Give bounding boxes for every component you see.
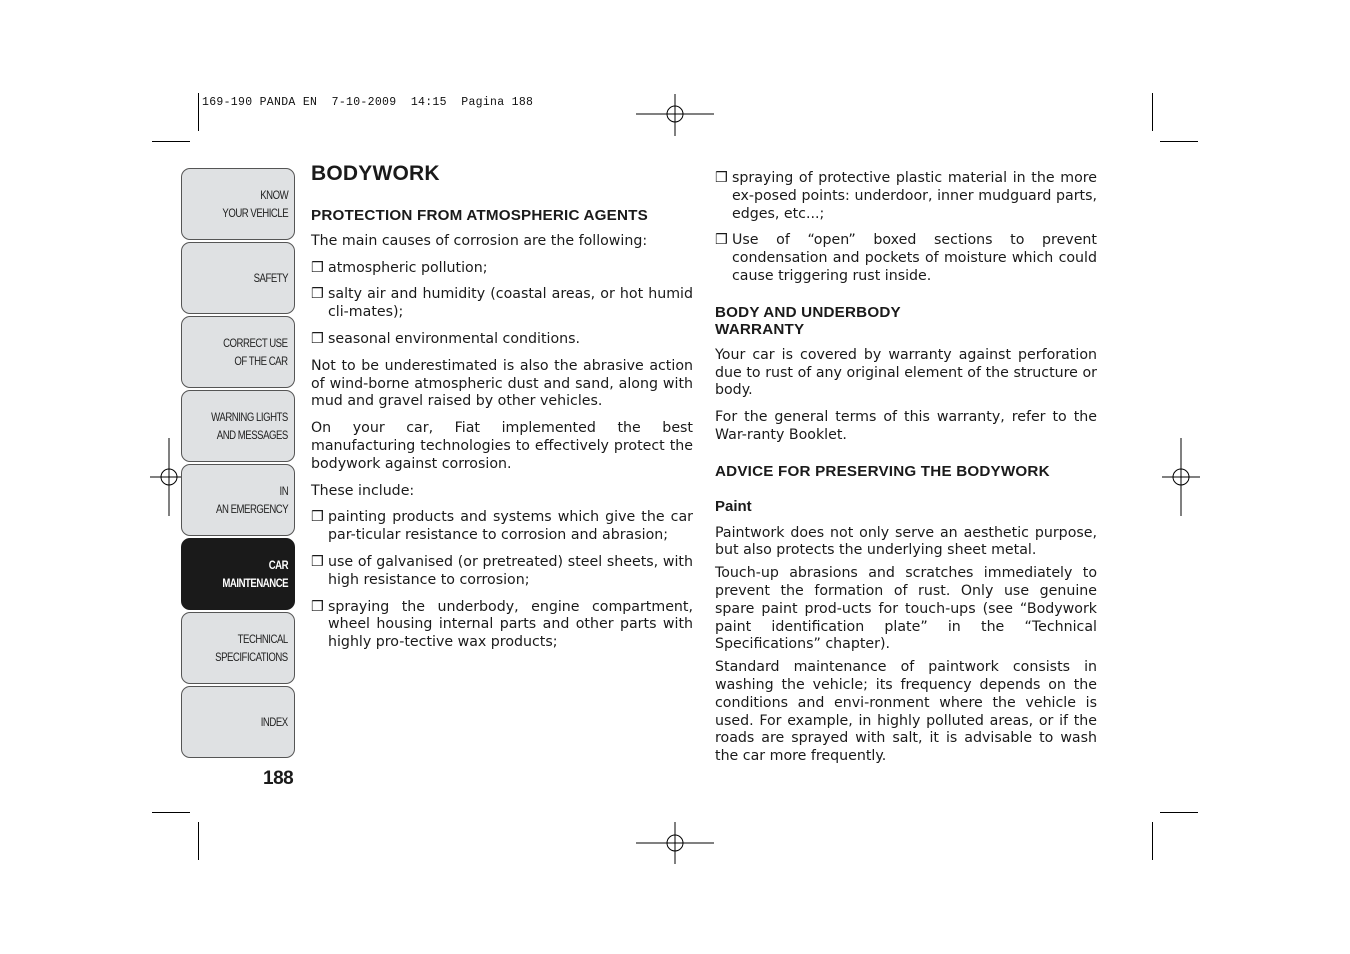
section-heading: PROTECTION FROM ATMOSPHERIC AGENTS [311, 206, 648, 224]
registration-mark [636, 94, 714, 136]
tab-car-maintenance[interactable]: CAR MAINTENANCE [181, 538, 295, 610]
list-item: ❒ salty air and humidity (coastal areas, or hot humid cli-mates); [311, 286, 693, 321]
registration-mark [636, 822, 714, 864]
crop-mark [1152, 93, 1153, 131]
tab-correct-use[interactable]: CORRECT USE OF THE CAR [181, 316, 295, 388]
list-item: ❒ seasonal environmental conditions. [311, 330, 581, 347]
page-title: BODYWORK [311, 162, 440, 185]
tab-know-your-vehicle[interactable]: KNOW YOUR VEHICLE [181, 168, 295, 240]
checkbox-bullet-icon: ❒ [311, 330, 324, 347]
paragraph: These include: [311, 482, 415, 499]
paragraph: Standard maintenance of paintwork consists in washing the vehicle; its frequency depends on the conditions and envi-ronment where the vehicle is used. For example, in highly polluted areas, or if the roads are sprayed with salt, it is advisable to wash the car more frequently. [715, 659, 1097, 765]
registration-mark [1162, 438, 1200, 516]
print-slug: 169-190 PANDA EN 7-10-2009 14:15 Pagina 188 [202, 96, 534, 109]
subsection-heading: Paint [715, 497, 752, 515]
tab-emergency[interactable]: IN AN EMERGENCY [181, 464, 295, 536]
paragraph: Not to be underestimated is also the abrasive action of wind-borne atmospheric dust and sand, along with mud and gravel raised by other vehicles. [311, 357, 693, 410]
crop-mark [1160, 141, 1198, 142]
tab-safety[interactable]: SAFETY [181, 242, 295, 314]
right-column [715, 170, 1097, 775]
checkbox-bullet-icon: ❒ [715, 170, 728, 186]
list-item: ❒ use of galvanised (or pretreated) steel sheets, with high resistance to corrosion; [311, 553, 693, 588]
list-item: ❒ spraying the underbody, engine compartment, wheel housing internal parts and other parts with highly pro-tective wax products; [311, 598, 693, 651]
tab-technical-specifications[interactable]: TECHNICAL SPECIFICATIONS [181, 612, 295, 684]
paragraph: The main causes of corrosion are the following: [311, 232, 648, 249]
checkbox-bullet-icon: ❒ [311, 286, 324, 303]
paragraph: Paintwork does not only serve an aesthetic purpose, but also protects the underlying sheet metal. [715, 524, 1097, 559]
paragraph: For the general terms of this warranty, refer to the War-ranty Booklet. [715, 409, 1097, 443]
checkbox-bullet-icon: ❒ [311, 598, 324, 615]
left-column [311, 162, 693, 661]
checkbox-bullet-icon: ❒ [311, 553, 324, 570]
list-item: ❒ Use of “open” boxed sections to prevent condensation and pockets of moisture which could cause triggering rust inside. [715, 232, 1097, 284]
crop-mark [1160, 812, 1198, 813]
checkbox-bullet-icon: ❒ [715, 232, 728, 249]
crop-mark [198, 93, 199, 131]
tab-warning-lights[interactable]: WARNING LIGHTS AND MESSAGES [181, 390, 295, 462]
list-item: ❒ atmospheric pollution; [311, 259, 488, 276]
list-item: ❒ spraying of protective plastic material in the more ex-posed points: underdoor, inner mudguard parts, edges, etc...; [715, 170, 1097, 222]
section-heading: ADVICE FOR PRESERVING THE BODYWORK [715, 462, 1050, 480]
paragraph: Your car is covered by warranty against perforation due to rust of any original element of the structure or body. [715, 346, 1097, 399]
crop-mark [152, 141, 190, 142]
crop-mark [1152, 822, 1153, 860]
list-item: ❒ painting products and systems which give the car par-ticular resistance to corrosion and abrasion; [311, 509, 693, 544]
crop-mark [198, 822, 199, 860]
tab-index[interactable]: INDEX [181, 686, 295, 758]
crop-mark [152, 812, 190, 813]
checkbox-bullet-icon: ❒ [311, 509, 324, 526]
paragraph: Touch-up abrasions and scratches immediately to prevent the formation of rust. Only use genuine spare paint prod-ucts for touch-ups (see “Bodywork paint identification plate” in the “Technical Specifications” chapter). [715, 565, 1097, 653]
page-number: 188 [263, 768, 294, 789]
paragraph: On your car, Fiat implemented the best manufacturing technologies to effectively protect the bodywork against corrosion. [311, 420, 693, 472]
checkbox-bullet-icon: ❒ [311, 259, 324, 276]
section-heading: BODY AND UNDERBODY WARRANTY [715, 303, 901, 338]
